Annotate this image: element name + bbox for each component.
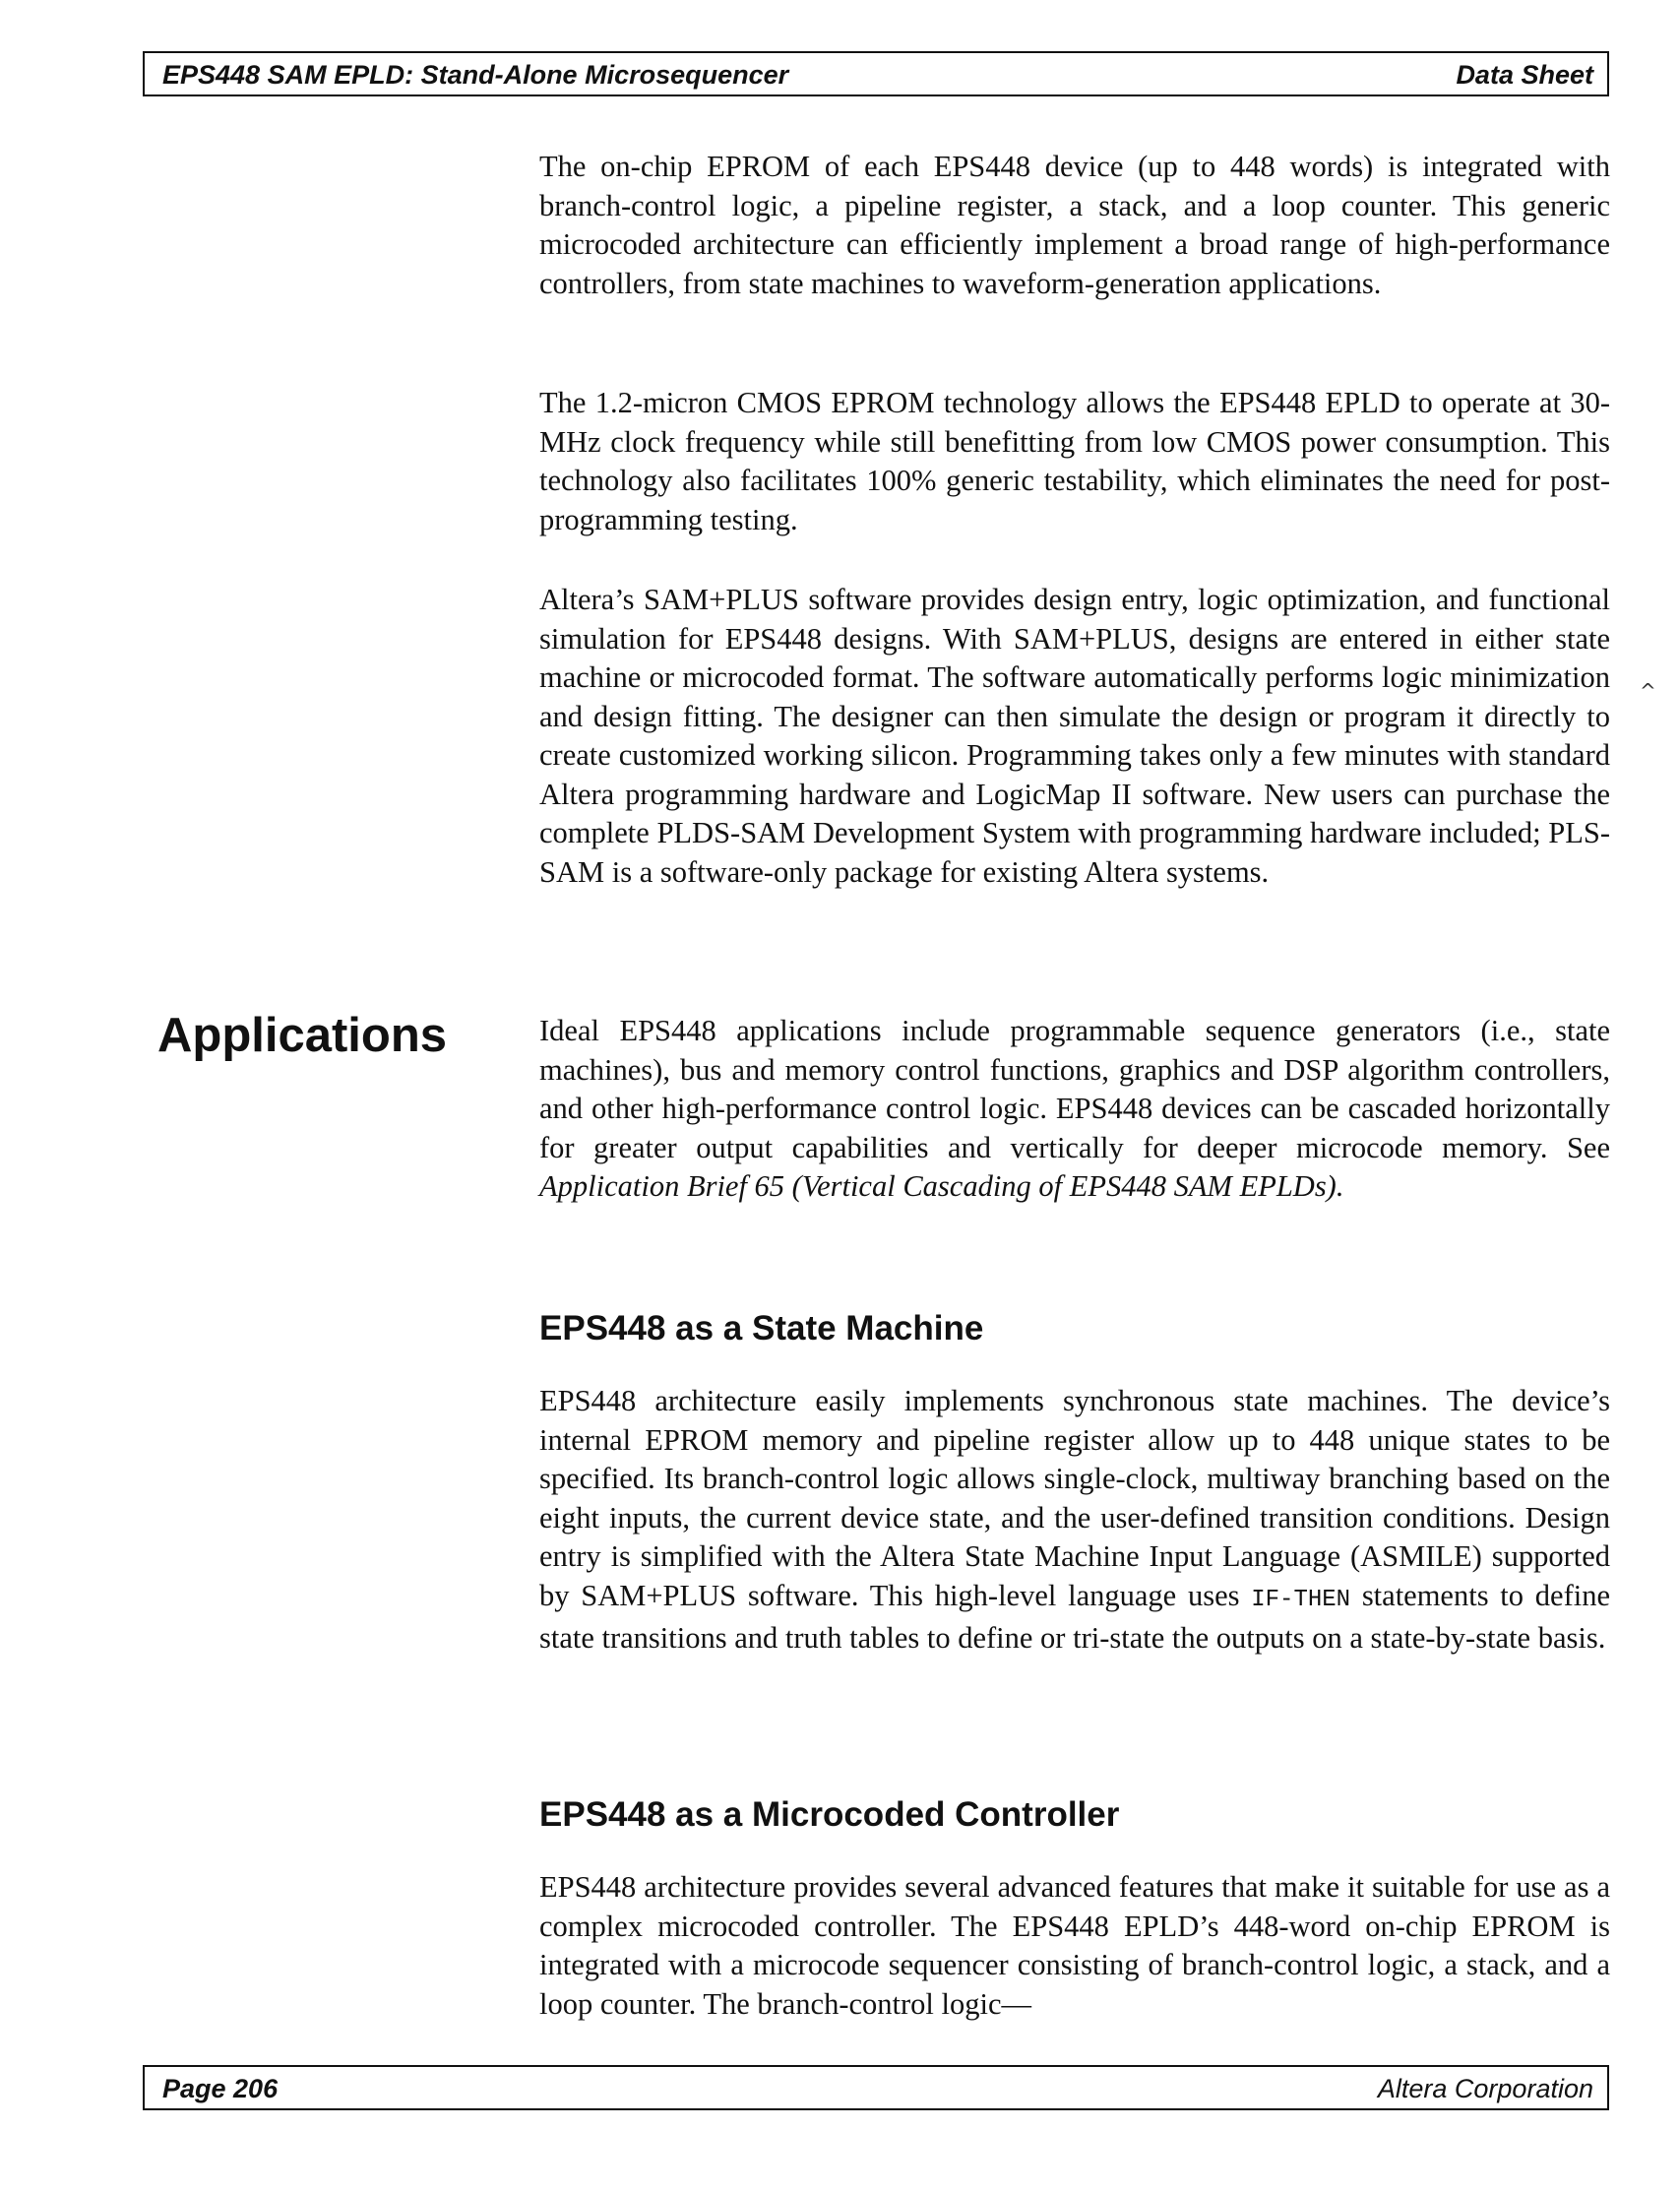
state-machine-text-end: statements to define state transitions and truth tables to define or tri-state the outputs on a state-by-state basis. xyxy=(539,1578,1610,1655)
if-then-code: IF-THEN xyxy=(1251,1586,1351,1613)
header-title: EPS448 SAM EPLD: Stand-Alone Microsequencer xyxy=(162,60,789,90)
intro-paragraph-3: Altera’s SAM+PLUS software provides design entry, logic optimization, and functional simulation for EPS448 designs. With SAM+PLUS, designs are entered in either state machine or microcoded format. The software automatically performs logic minimization and design fitting. The designer can then simulate the design or program it directly to create customized working silicon. Programming takes only a few minutes with standard Altera programming hardware and LogicMap II software. New users can purchase the complete PLDS-SAM Development System with programming hardware included; PLS-SAM is a software-only package for existing Altera systems. xyxy=(539,583,1610,889)
microcoded-heading: EPS448 as a Microcoded Controller xyxy=(539,1795,1120,1834)
state-machine-heading: EPS448 as a State Machine xyxy=(539,1309,984,1347)
header-label: Data Sheet xyxy=(1456,60,1593,90)
company-name: Altera Corporation xyxy=(1377,2074,1593,2103)
applications-heading: Applications xyxy=(157,1009,448,1062)
intro-paragraph-2: The 1.2-micron CMOS EPROM technology allows the EPS448 EPLD to operate at 30-MHz clock frequency while still benefitting from low CMOS power consumption. This technology also facilitates 100% generic testability, which eliminates the need for post-programming testing. xyxy=(539,386,1610,536)
state-machine-text: EPS448 architecture easily implements synchronous state machines. The device’s internal EPROM memory and pipeline register allow up to 448 unique states to be specified. Its branch-control logic allows single-clock, multiway branching based on the eight inputs, the current device state, and the user-defined transition conditions. Design entry is simplified with the Altera State Machine Input Language (ASMILE) supported by SAM+PLUS software. This high-level language uses xyxy=(539,1384,1610,1612)
application-brief-reference: Application Brief 65 (Vertical Cascading of EPS448 SAM EPLDs). xyxy=(539,1169,1344,1203)
intro-paragraph-1: The on-chip EPROM of each EPS448 device (up to 448 words) is integrated with branch-control logic, a pipeline register, a stack, and a loop counter. This generic microcoded architecture can efficiently implement a broad range of high-performance controllers, from state machines to waveform-generation applications. xyxy=(539,150,1610,300)
page-header xyxy=(143,51,1609,96)
state-machine-paragraph xyxy=(539,1382,1610,1659)
microcoded-paragraph: EPS448 architecture provides several advanced features that make it suitable for use as a complex microcoded controller. The EPS448 EPLD’s 448-word on-chip EPROM is integrated with a microcode sequencer consisting of branch-control logic, a stack, and a loop counter. The branch-control logic— xyxy=(539,1870,1610,2021)
page-footer xyxy=(143,2065,1609,2110)
page-number: Page 206 xyxy=(162,2074,279,2103)
header-rule xyxy=(143,51,1609,53)
applications-paragraph xyxy=(539,1012,1610,1207)
applications-text: Ideal EPS448 applications include programmable sequence generators (i.e., state machines), bus and memory control functions, graphics and DSP algorithm controllers, and other high-performance control logic. EPS448 devices can be cascaded horizontally for greater output capabilities and vertically for deeper microcode memory. See xyxy=(539,1014,1610,1164)
margin-mark: ^ xyxy=(1640,679,1656,703)
